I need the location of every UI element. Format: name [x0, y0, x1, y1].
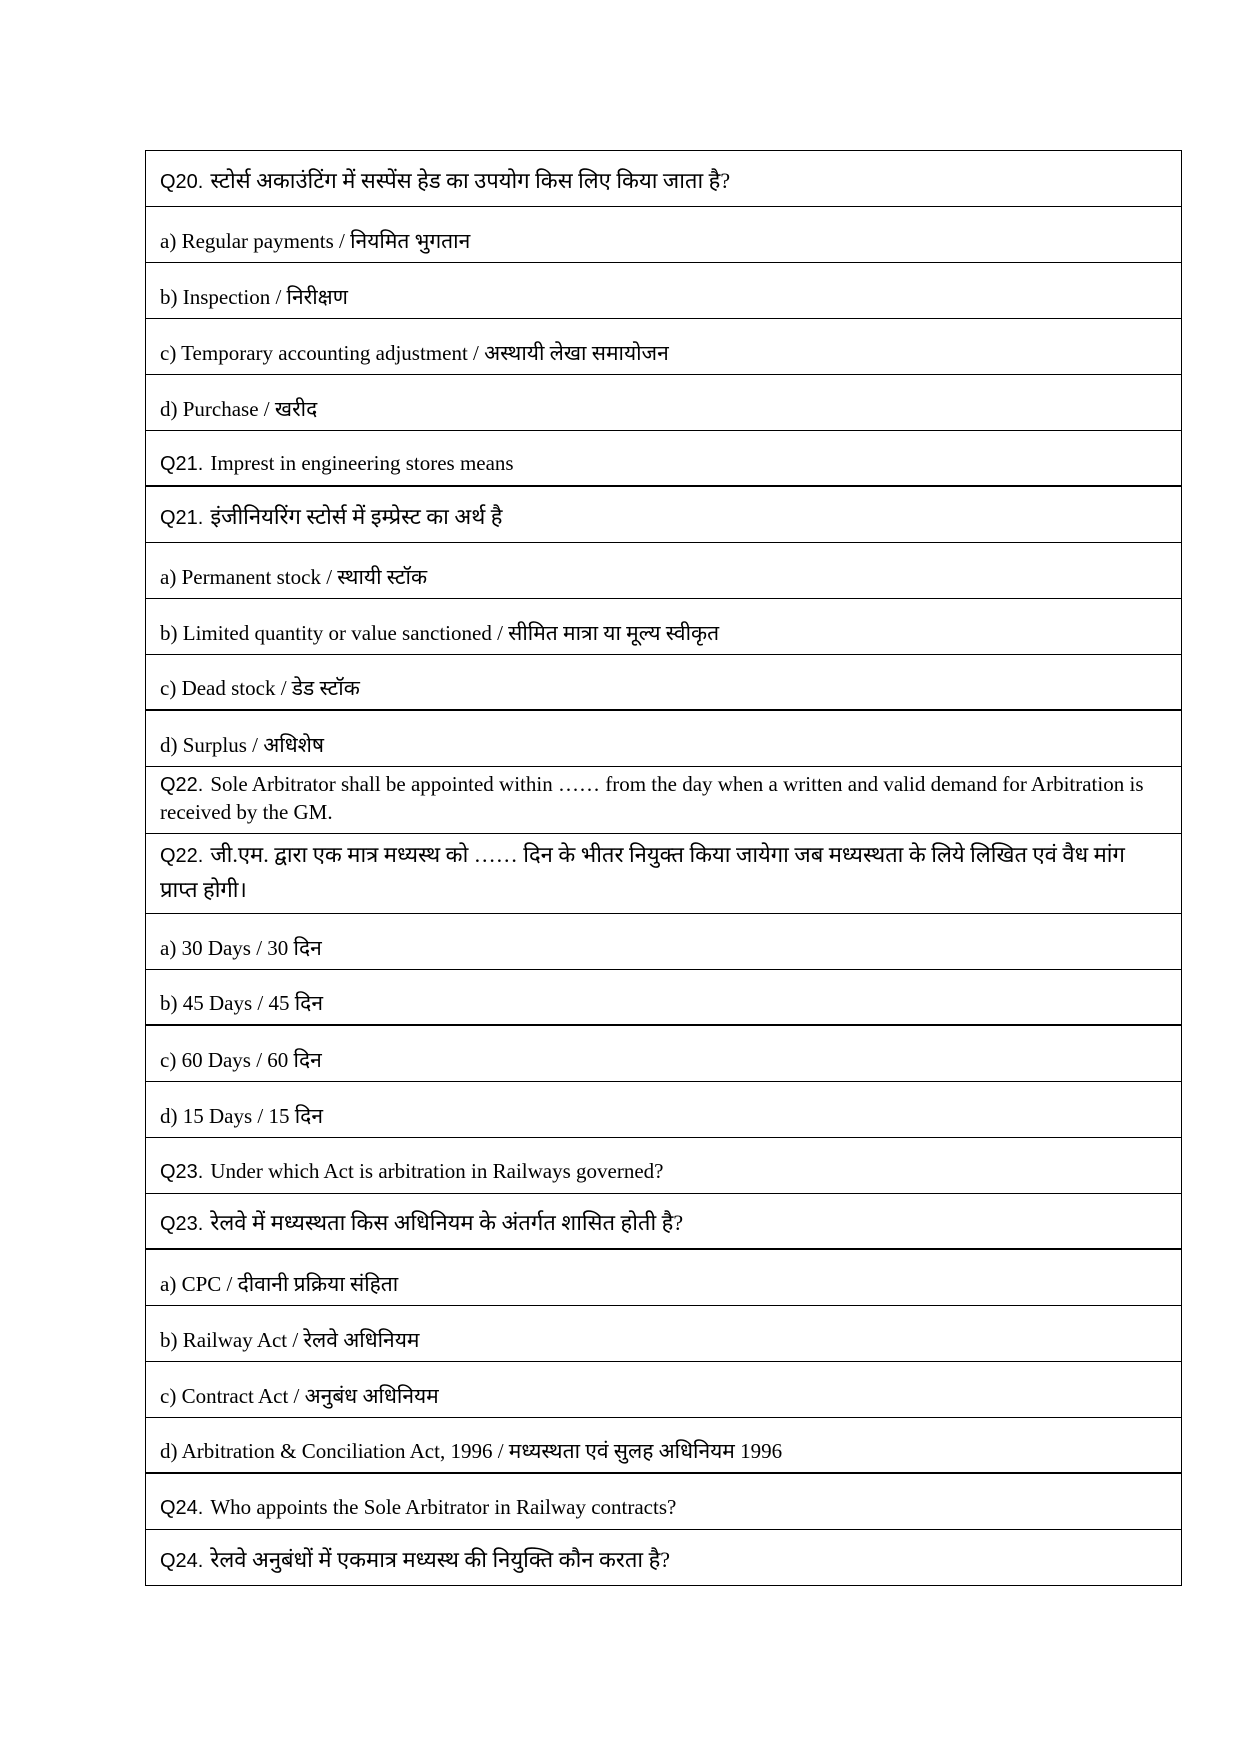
option-text: b) Railway Act / रेलवे अधिनियम [160, 1328, 420, 1352]
table-cell [160, 284, 348, 311]
question-number: Q24. [160, 1550, 204, 1572]
table-cell [160, 1438, 782, 1465]
question-text: Under which Act is arbitration in Railways governed? [210, 1159, 664, 1183]
question-number: Q22. [160, 774, 204, 796]
question-row [146, 431, 1181, 487]
table-cell [160, 620, 719, 647]
question-number: Q22. [160, 845, 204, 867]
question-row [146, 1138, 1181, 1194]
question-table [145, 150, 1182, 1586]
question-row [146, 1474, 1181, 1530]
table-cell [160, 1103, 323, 1130]
option-row [146, 970, 1181, 1026]
question-row [146, 487, 1181, 543]
table-cell [160, 1327, 419, 1354]
table-cell [160, 1383, 439, 1410]
option-row [146, 263, 1181, 319]
table-cell [160, 500, 502, 535]
option-row [146, 711, 1181, 767]
table-cell [160, 564, 427, 591]
option-row [146, 655, 1181, 711]
table-cell [160, 771, 1165, 826]
question-number: Q21. [160, 453, 204, 475]
question-text: रेलवे में मध्यस्थता किस अधिनियम के अंतर्गत शासित होती है? [210, 1210, 684, 1235]
option-row [146, 1418, 1181, 1474]
table-cell [160, 675, 360, 702]
question-text: जी.एम. द्वारा एक मात्र मध्यस्थ को …… दिन के भीतर नियुक्त किया जायेगा जब मध्यस्थता के लिये लिखित एवं वैध मांग प्राप्त होगी। [160, 842, 1125, 902]
question-row [146, 1530, 1181, 1586]
question-number: Q24. [160, 1497, 204, 1519]
question-row [146, 1194, 1181, 1250]
option-row [146, 599, 1181, 655]
option-text: b) 45 Days / 45 दिन [160, 991, 323, 1015]
option-text: d) Purchase / खरीद [160, 397, 318, 421]
option-text: a) 30 Days / 30 दिन [160, 936, 322, 960]
option-text: b) Inspection / निरीक्षण [160, 285, 348, 309]
question-number: Q23. [160, 1161, 204, 1183]
table-cell [160, 1271, 398, 1298]
option-text: d) Arbitration & Conciliation Act, 1996 / मध्यस्थता एवं सुलह अधिनियम 1996 [160, 1439, 783, 1463]
question-number: Q23. [160, 1213, 204, 1235]
option-row [146, 1306, 1181, 1362]
question-text: इंजीनियरिंग स्टोर्स में इम्प्रेस्ट का अर्थ है [210, 504, 503, 529]
question-number: Q20. [160, 171, 204, 193]
option-text: d) 15 Days / 15 दिन [160, 1104, 323, 1128]
option-row [146, 1250, 1181, 1306]
table-cell [160, 396, 317, 423]
option-row [146, 1362, 1181, 1418]
option-row [146, 543, 1181, 599]
table-cell [160, 1158, 664, 1186]
option-row [146, 375, 1181, 431]
question-text: रेलवे अनुबंधों में एकमात्र मध्यस्थ की नियुक्ति कौन करता है? [210, 1547, 671, 1572]
option-text: c) Dead stock / डेड स्टॉक [160, 676, 360, 700]
table-cell [160, 450, 514, 478]
table-cell [160, 990, 323, 1017]
option-row [146, 914, 1181, 970]
question-number: Q21. [160, 507, 204, 529]
option-text: b) Limited quantity or value sanctioned / सीमित मात्रा या मूल्य स्वीकृत [160, 621, 720, 645]
option-text: c) 60 Days / 60 दिन [160, 1048, 322, 1072]
table-cell [160, 935, 322, 962]
question-row [146, 151, 1181, 207]
table-cell [160, 1494, 676, 1522]
option-text: d) Surplus / अधिशेष [160, 733, 325, 757]
table-cell [160, 1047, 322, 1074]
table-cell [160, 1206, 683, 1241]
option-text: c) Temporary accounting adjustment / अस्थायी लेखा समायोजन [160, 341, 669, 365]
question-text: Sole Arbitrator shall be appointed within …… from the day when a written and valid demand for Arbitration is received by the GM. [160, 772, 1144, 824]
option-text: a) Regular payments / नियमित भुगतान [160, 229, 471, 253]
option-text: a) CPC / दीवानी प्रक्रिया संहिता [160, 1272, 399, 1296]
table-cell [160, 228, 470, 255]
option-row [146, 319, 1181, 375]
option-text: c) Contract Act / अनुबंध अधिनियम [160, 1384, 439, 1408]
option-row [146, 1082, 1181, 1138]
option-text: a) Permanent stock / स्थायी स्टॉक [160, 565, 428, 589]
question-text: Who appoints the Sole Arbitrator in Railway contracts? [210, 1495, 677, 1519]
question-row [146, 767, 1181, 834]
question-row [146, 834, 1181, 914]
option-row [146, 207, 1181, 263]
question-text: Imprest in engineering stores means [210, 451, 514, 475]
option-row [146, 1026, 1181, 1082]
table-cell [160, 732, 324, 759]
table-cell [160, 838, 1165, 906]
table-cell [160, 1543, 670, 1578]
question-text: स्टोर्स अकाउंटिंग में सस्पेंस हेड का उपयोग किस लिए किया जाता है? [210, 168, 731, 193]
table-cell [160, 164, 730, 199]
table-cell [160, 340, 669, 367]
